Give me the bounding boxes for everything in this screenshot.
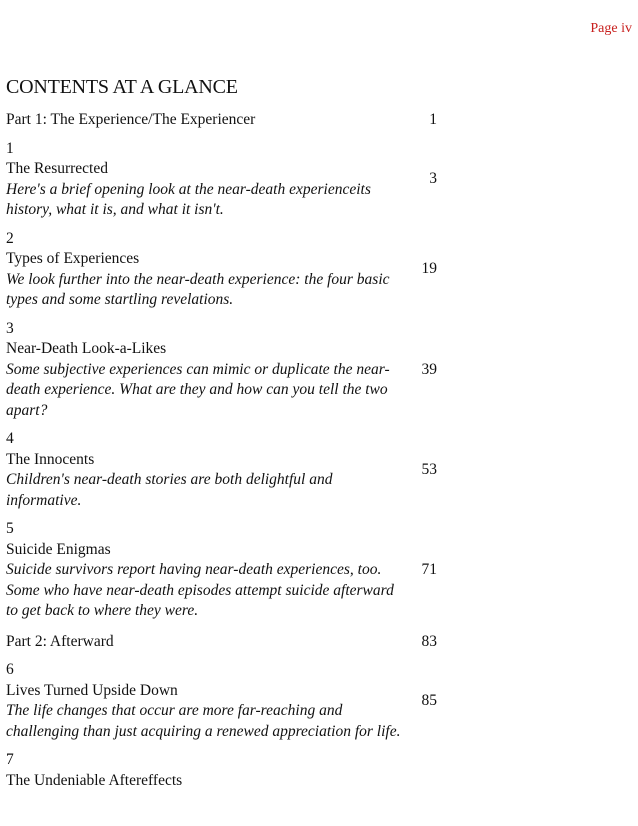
chapter-number: 4 (6, 430, 14, 447)
chapter-number: 1 (6, 139, 14, 157)
part-page-number: 83 (421, 632, 437, 650)
part-title: Part 2: Afterward (6, 632, 114, 650)
chapter-row[interactable] (6, 519, 446, 630)
chapter-page-number: 71 (421, 561, 437, 578)
chapter-number: 2 (6, 229, 14, 247)
chapter-row[interactable] (6, 429, 446, 519)
chapter-number: 7 (6, 751, 14, 768)
chapter-row[interactable] (6, 139, 446, 229)
chapter-page-number: 39 (421, 360, 437, 378)
chapter-number: 5 (6, 520, 14, 537)
chapter-page-number (406, 750, 446, 799)
chapter-title: Near-Death Look-a-Likes (6, 340, 167, 357)
chapter-description: Children's near-death stories are both delightful and informative. (6, 471, 333, 509)
chapter-page-number: 19 (421, 260, 437, 278)
chapter-title: The Innocents (6, 450, 95, 468)
part-page-number: 1 (429, 111, 437, 128)
chapter-title: Types of Experiences (6, 250, 140, 267)
chapter-number: 3 (6, 319, 14, 337)
part-row[interactable] (6, 630, 446, 661)
chapter-page-number: 53 (421, 460, 437, 478)
chapter-row[interactable] (6, 660, 446, 750)
chapter-row[interactable] (6, 750, 446, 799)
chapter-row[interactable] (6, 229, 446, 319)
page-number-label: Page iv (590, 21, 632, 36)
chapter-description: Suicide survivors report having near-death experiences, too. Some who have near-death episodes attempt suicide afterward to get back to where they were. (6, 561, 394, 619)
chapter-title: Suicide Enigmas (6, 540, 111, 558)
chapter-title: The Undeniable Aftereffects (6, 771, 183, 789)
contents-heading: CONTENTS AT A GLANCE (6, 76, 238, 98)
chapter-title: The Resurrected (6, 160, 108, 177)
chapter-title: Lives Turned Upside Down (6, 681, 178, 699)
part-row[interactable] (6, 108, 446, 139)
chapter-description: We look further into the near-death experience: the four basic types and some startling revelations. (6, 270, 390, 308)
chapter-description: The life changes that occur are more far-reaching and challenging than just acquiring a renewed appreciation for life. (6, 702, 401, 740)
chapter-description: Some subjective experiences can mimic or duplicate the near-death experience. What are they and how can you tell the two apart? (6, 360, 390, 419)
chapter-description: Here's a brief opening look at the near-death experienceits history, what it is, and what it isn't. (6, 180, 371, 218)
chapter-row[interactable] (6, 319, 446, 430)
chapter-page-number: 3 (429, 170, 437, 188)
part-title: Part 1: The Experience/The Experiencer (6, 111, 256, 128)
chapter-page-number: 85 (421, 691, 437, 709)
table-of-contents (6, 108, 446, 799)
chapter-number: 6 (6, 661, 14, 678)
